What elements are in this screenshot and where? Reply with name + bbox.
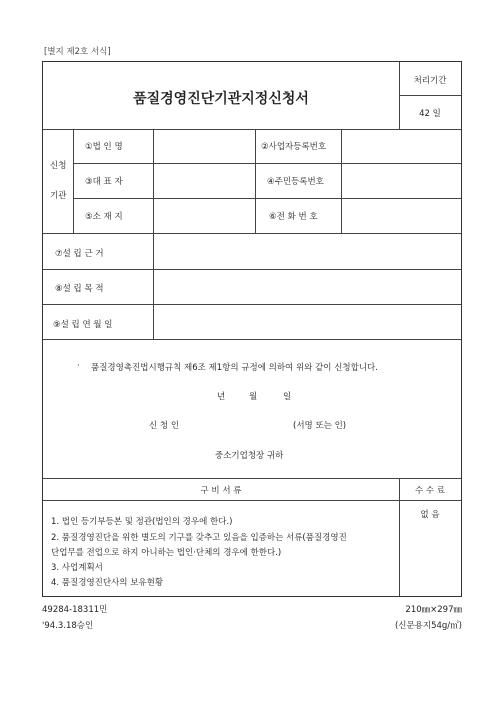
phone-label: ⑥전 화 번 호 <box>269 212 318 222</box>
statement-dash: · <box>77 361 80 371</box>
applicant-group-label-1: 신청 <box>50 161 67 171</box>
date-month-label: 월 <box>249 392 258 402</box>
address-label: ⑤소 재 지 <box>85 212 123 222</box>
date-day-label: 일 <box>283 392 292 402</box>
applicant-label: 신 청 인 <box>149 421 180 431</box>
document-item: 1. 법인 등기부등본 및 정관(법인의 경우에 한다.) <box>51 517 233 527</box>
footer-paper-type: (신문용지54g/㎡) <box>394 621 462 631</box>
date-year-label: 년 <box>217 392 226 402</box>
form-number-header: [별지 제2호 서식] <box>44 47 111 57</box>
footer-paper-size: 210㎜×297㎜ <box>405 605 462 615</box>
footer-form-code: 49284-18311민 <box>42 605 108 615</box>
establishment-basis-label: ⑦설 립 근 거 <box>55 249 104 259</box>
form-title: 품질경영진단기관지정신청서 <box>133 91 309 107</box>
addressee: 중소기업청장 귀하 <box>215 451 284 461</box>
corp-name-label: ①법 인 명 <box>85 142 123 152</box>
documents-header: 구 비 서 류 <box>200 486 242 496</box>
signature-label: (서명 또는 인) <box>293 421 347 431</box>
document-item: 2. 품질경영진단을 위한 별도의 기구를 갖추고 있음을 입증하는 서류(품질경영진 <box>51 533 347 543</box>
document-item: 3. 사업계획서 <box>51 563 103 573</box>
statement-text: 품질경영촉진법시행규칙 제6조 제1항의 규정에 의하여 위와 같이 신청합니다. <box>91 363 378 373</box>
biz-reg-no-label: ②사업자등록번호 <box>261 142 327 152</box>
footer-approval: '94.3.18승인 <box>42 621 94 631</box>
establishment-purpose-label: ⑧설 립 목 적 <box>55 284 104 294</box>
representative-label: ③대 표 자 <box>85 177 123 187</box>
application-form <box>42 61 462 597</box>
processing-period-label: 처리기간 <box>413 76 447 86</box>
document-item: 단업무를 전업으로 하지 아니하는 법인·단체의 경우에 한한다.) <box>51 548 282 558</box>
processing-period-value: 42 일 <box>419 109 441 119</box>
resident-reg-no-label: ④주민등록번호 <box>267 177 324 187</box>
fee-value: 없 음 <box>420 510 440 520</box>
document-item: 4. 품질경영진단사의 보유현황 <box>51 578 164 588</box>
applicant-group-label-2: 기관 <box>50 191 67 201</box>
establishment-date-label: ⑨설 립 연 월 일 <box>53 320 113 330</box>
fee-label: 수 수 료 <box>414 486 446 496</box>
